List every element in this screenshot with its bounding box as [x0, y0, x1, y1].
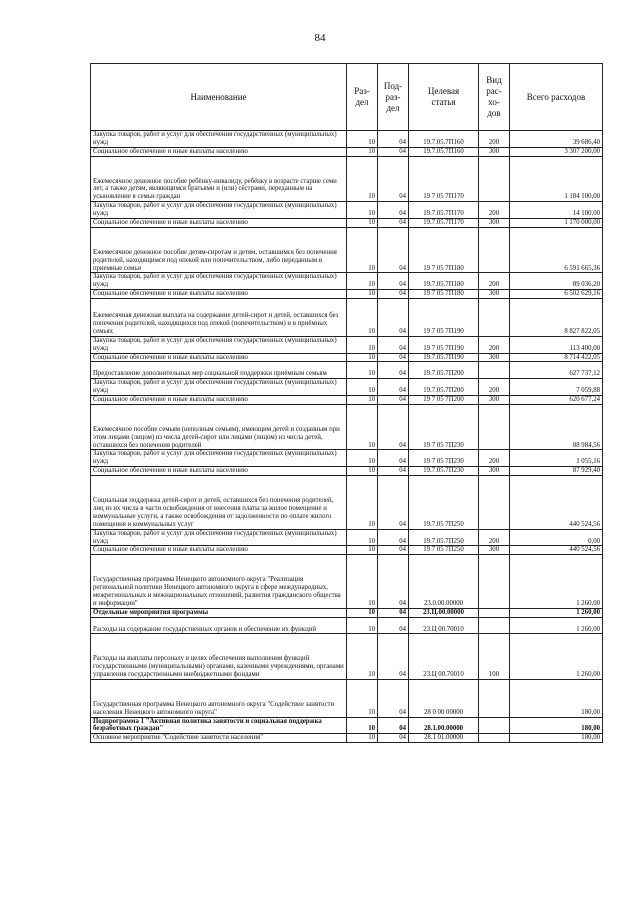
- row-subsection: 04: [378, 617, 409, 634]
- row-total: 8 714 422,05: [510, 353, 603, 362]
- row-target: 19 7 05 7П170: [409, 156, 479, 202]
- row-section: 10: [347, 608, 378, 617]
- row-target: 23.Ц 00.70010: [409, 634, 479, 680]
- row-subsection: 04: [378, 273, 409, 290]
- row-name: Закупка товаров, работ и услуг для обеспечения государственных (муниципальных) нужд: [91, 379, 347, 396]
- row-name: Ежемесячная денежная выплата на содержание детей-сирот и детей, оставшихся без попечения родителей, находящихся под опекой (попечительством) и в приёмных семьях: [91, 299, 347, 337]
- table-row: [91, 379, 603, 396]
- page-number: 84: [314, 32, 326, 44]
- table-row: [91, 131, 603, 148]
- row-name: Социальное обеспечение и иные выплаты населению: [91, 353, 347, 362]
- row-section: 10: [347, 219, 378, 228]
- row-name: Ежемесячное пособие семьям (неполным семьям), имеющим детей и созданным при этом лицами (лицом) из числа детей-сирот или лицами (лицом) из числа детей, оставшихся без попечения родителей: [91, 404, 347, 450]
- row-name: Основное мероприятие "Содействие занятости населения": [91, 734, 347, 743]
- row-name: Подпрограмма 1 "Активная политика занятости и социальная поддержка безработных граждан": [91, 717, 347, 734]
- row-section: 10: [347, 353, 378, 362]
- row-target: 19.7.05.7П200: [409, 362, 479, 379]
- row-name: Социальное обеспечение и иные выплаты населению: [91, 290, 347, 299]
- row-target: 19 7 05 7П180: [409, 227, 479, 273]
- header-total: Всего расходов: [510, 64, 603, 131]
- row-section: 10: [347, 156, 378, 202]
- row-total: 1 184 100,00: [510, 156, 603, 202]
- row-subsection: 04: [378, 147, 409, 156]
- row-kind: [479, 156, 510, 202]
- row-total: 14 100,00: [510, 202, 603, 219]
- row-total: 39 686,40: [510, 131, 603, 148]
- row-section: 10: [347, 734, 378, 743]
- row-name: Предоставление дополнительных мер социальной поддержки приёмным семьям: [91, 362, 347, 379]
- row-kind: 300: [479, 546, 510, 555]
- row-target: 19.7.05.7П160: [409, 131, 479, 148]
- row-kind: 300: [479, 467, 510, 476]
- row-kind: 200: [479, 379, 510, 396]
- row-total: 6 502 629,16: [510, 290, 603, 299]
- header-name: Наименование: [91, 64, 347, 131]
- row-kind: [479, 299, 510, 337]
- row-subsection: 04: [378, 734, 409, 743]
- table-header-row: [91, 64, 603, 131]
- table-row: [91, 476, 603, 529]
- row-target: 28.1 01.00000: [409, 734, 479, 743]
- row-subsection: 04: [378, 467, 409, 476]
- row-subsection: 04: [378, 290, 409, 299]
- table-row: [91, 404, 603, 450]
- row-subsection: 04: [378, 219, 409, 228]
- row-kind: 200: [479, 131, 510, 148]
- table-row: [91, 353, 603, 362]
- table-row: [91, 717, 603, 734]
- row-total: 1 170 000,00: [510, 219, 603, 228]
- table-row: [91, 227, 603, 273]
- row-name: Социальное обеспечение и иные выплаты населению: [91, 467, 347, 476]
- row-kind: [479, 555, 510, 608]
- row-subsection: 04: [378, 362, 409, 379]
- row-subsection: 04: [378, 717, 409, 734]
- row-name: Социальное обеспечение и иные выплаты населению: [91, 396, 347, 405]
- row-section: 10: [347, 379, 378, 396]
- row-subsection: 04: [378, 555, 409, 608]
- row-kind: 200: [479, 273, 510, 290]
- row-subsection: 04: [378, 353, 409, 362]
- row-subsection: 04: [378, 450, 409, 467]
- row-section: 10: [347, 617, 378, 634]
- row-target: 19.7.05.7П230: [409, 467, 479, 476]
- header-target: Целевая статья: [409, 64, 479, 131]
- row-kind: 200: [479, 202, 510, 219]
- row-name: Ежемесячное денежное пособие детям-сиротам и детям, оставшимся без попечения родителей, находящимся под опекой или попечительством, либо переданным в приемные семьи: [91, 227, 347, 273]
- table-row: [91, 290, 603, 299]
- row-target: 19 7 05 7П200: [409, 396, 479, 405]
- row-kind: 300: [479, 396, 510, 405]
- row-subsection: 04: [378, 546, 409, 555]
- table-row: [91, 529, 603, 546]
- row-section: 10: [347, 404, 378, 450]
- table-row: [91, 617, 603, 634]
- row-subsection: 04: [378, 476, 409, 529]
- row-section: 10: [347, 476, 378, 529]
- row-total: 89 036,20: [510, 273, 603, 290]
- row-total: 113 400,00: [510, 336, 603, 353]
- row-target: 28 0 00 00000: [409, 679, 479, 717]
- table-row: [91, 467, 603, 476]
- table-row: [91, 273, 603, 290]
- row-section: 10: [347, 679, 378, 717]
- table-row: [91, 679, 603, 717]
- row-kind: [479, 608, 510, 617]
- row-total: 87 929,40: [510, 467, 603, 476]
- row-total: 1 260,00: [510, 634, 603, 680]
- row-target: 19.7.05 7П250: [409, 476, 479, 529]
- row-total: 440 524,56: [510, 476, 603, 529]
- table-row: [91, 450, 603, 467]
- row-section: 10: [347, 227, 378, 273]
- header-subsection: Под- раз- дел: [378, 64, 409, 131]
- row-kind: [479, 404, 510, 450]
- row-kind: [479, 734, 510, 743]
- table-body: [91, 131, 603, 743]
- row-kind: 300: [479, 147, 510, 156]
- row-name: Социальное обеспечение и иные выплаты населению: [91, 546, 347, 555]
- row-total: 620 677,24: [510, 396, 603, 405]
- table-row: [91, 336, 603, 353]
- budget-table: [90, 63, 603, 743]
- row-kind: 200: [479, 336, 510, 353]
- row-section: 10: [347, 202, 378, 219]
- header-section: Раз- дел: [347, 64, 378, 131]
- row-name: Закупка товаров, работ и услуг для обеспечения государственных (муниципальных) нужд: [91, 202, 347, 219]
- row-subsection: 04: [378, 336, 409, 353]
- row-kind: 300: [479, 353, 510, 362]
- row-kind: 200: [479, 529, 510, 546]
- row-section: 10: [347, 717, 378, 734]
- row-target: 19.7.05.7П190: [409, 353, 479, 362]
- row-total: 1 260,00: [510, 617, 603, 634]
- row-name: Закупка товаров, работ и услуг для обеспечения государственных (муниципальных) нужд: [91, 131, 347, 148]
- row-target: 19.7.05.7П250: [409, 529, 479, 546]
- row-section: 10: [347, 529, 378, 546]
- table-row: [91, 156, 603, 202]
- row-name: Закупка товаров, работ и услуг для обеспечения государственных (муниципальных) нужд: [91, 450, 347, 467]
- row-target: 19.7.05.7П160: [409, 147, 479, 156]
- row-total: 627 737,12: [510, 362, 603, 379]
- row-section: 10: [347, 634, 378, 680]
- row-target: 23.Ц.00.00000: [409, 608, 479, 617]
- row-total: 6 591 665,36: [510, 227, 603, 273]
- row-section: 10: [347, 555, 378, 608]
- row-name: Закупка товаров, работ и услуг для обеспечения государственных (муниципальных) нужд: [91, 336, 347, 353]
- row-total: 440 524,56: [510, 546, 603, 555]
- row-name: Социальное обеспечение и иные выплаты населению: [91, 219, 347, 228]
- row-kind: 200: [479, 450, 510, 467]
- row-subsection: 04: [378, 131, 409, 148]
- row-target: 19 7 05 7П230: [409, 450, 479, 467]
- row-section: 10: [347, 546, 378, 555]
- row-total: 180,00: [510, 734, 603, 743]
- row-target: 23.Ц 00.70010: [409, 617, 479, 634]
- table-row: [91, 299, 603, 337]
- row-total: 1 260,00: [510, 608, 603, 617]
- header-kind: Вид рас- хо- дов: [479, 64, 510, 131]
- row-section: 10: [347, 290, 378, 299]
- row-name: Закупка товаров, работ и услуг для обеспечения государственных (муниципальных) нужд: [91, 529, 347, 546]
- row-total: 8 827 822,05: [510, 299, 603, 337]
- row-subsection: 04: [378, 404, 409, 450]
- row-subsection: 04: [378, 608, 409, 617]
- row-section: 10: [347, 362, 378, 379]
- row-kind: 300: [479, 219, 510, 228]
- row-name: Социальное обеспечение и иные выплаты населению: [91, 147, 347, 156]
- row-name: Государственная программа Ненецкого автономного округа "Реализация региональной политики Ненецкого автономного округа в сфере международных, межрегиональных и межнациональных отношений, развития гражданского общества и информации": [91, 555, 347, 608]
- row-name: Ежемесячное денежное пособие ребёнку-инвалиду, ребёнку в возрасте старше семи лет, а также детям, являющимся братьями и (или) сёстрами, переданным на усыновление в семьи граждан: [91, 156, 347, 202]
- row-subsection: 04: [378, 379, 409, 396]
- row-target: 19.7.05.7П170: [409, 202, 479, 219]
- row-target: 19 7 05 7П190: [409, 336, 479, 353]
- row-name: Отдельные мероприятия программы: [91, 608, 347, 617]
- table-row: [91, 219, 603, 228]
- row-subsection: 04: [378, 227, 409, 273]
- row-section: 10: [347, 299, 378, 337]
- row-section: 10: [347, 147, 378, 156]
- row-kind: [479, 476, 510, 529]
- row-kind: [479, 617, 510, 634]
- row-section: 10: [347, 131, 378, 148]
- row-section: 10: [347, 396, 378, 405]
- row-kind: [479, 717, 510, 734]
- row-name: Государственная программа Ненецкого автономного округа "Содействие занятости населения Ненецкого автономного округа": [91, 679, 347, 717]
- table-row: [91, 608, 603, 617]
- row-section: 10: [347, 450, 378, 467]
- table-row: [91, 734, 603, 743]
- table-row: [91, 546, 603, 555]
- row-total: 3 307 200,00: [510, 147, 603, 156]
- row-section: 10: [347, 467, 378, 476]
- row-target: 19 7 05 7П250: [409, 546, 479, 555]
- row-total: 1 055,16: [510, 450, 603, 467]
- table-row: [91, 555, 603, 608]
- row-subsection: 04: [378, 634, 409, 680]
- table-row: [91, 362, 603, 379]
- row-kind: [479, 362, 510, 379]
- table-row: [91, 634, 603, 680]
- table-row: [91, 147, 603, 156]
- row-subsection: 04: [378, 202, 409, 219]
- row-kind: [479, 679, 510, 717]
- row-subsection: 04: [378, 679, 409, 717]
- row-target: 19.7.05.7П180: [409, 273, 479, 290]
- row-name: Расходы на содержание государственных органов и обеспечение их функций: [91, 617, 347, 634]
- row-subsection: 04: [378, 156, 409, 202]
- row-name: Расходы на выплаты персоналу в целях обеспечения выполнения функций государственными (муниципальными) органами, казенными учреждениями, органами управления государственными внебюджетными фондами: [91, 634, 347, 680]
- row-target: 19.7.05.7П200: [409, 379, 479, 396]
- row-target: 19.7.05.7П170: [409, 219, 479, 228]
- row-total: 180,00: [510, 717, 603, 734]
- row-total: 180,00: [510, 679, 603, 717]
- row-kind: 300: [479, 290, 510, 299]
- row-target: 19 7 05 7П230: [409, 404, 479, 450]
- table-row: [91, 396, 603, 405]
- row-total: 7 059,88: [510, 379, 603, 396]
- table-row: [91, 202, 603, 219]
- row-name: Социальная поддержка детей-сирот и детей, оставшихся без попечения родителей, лиц из их числа в части освобождения от внесения платы за жилое помещение и коммунальные услуги, а также освобождения от задолженности по оплате жилого помещения и коммунальных услуг: [91, 476, 347, 529]
- row-subsection: 04: [378, 529, 409, 546]
- row-kind: 100: [479, 634, 510, 680]
- row-total: 1 260,00: [510, 555, 603, 608]
- row-section: 10: [347, 273, 378, 290]
- row-kind: [479, 227, 510, 273]
- row-subsection: 04: [378, 396, 409, 405]
- row-subsection: 04: [378, 299, 409, 337]
- row-total: 88 984,56: [510, 404, 603, 450]
- row-total: 0,00: [510, 529, 603, 546]
- row-target: 28.1.00.00000: [409, 717, 479, 734]
- row-target: 19 7 05 7П190: [409, 299, 479, 337]
- row-name: Закупка товаров, работ и услуг для обеспечения государственных (муниципальных) нужд: [91, 273, 347, 290]
- row-target: 23.0.00.00000: [409, 555, 479, 608]
- row-target: 19 7 05 7П180: [409, 290, 479, 299]
- row-section: 10: [347, 336, 378, 353]
